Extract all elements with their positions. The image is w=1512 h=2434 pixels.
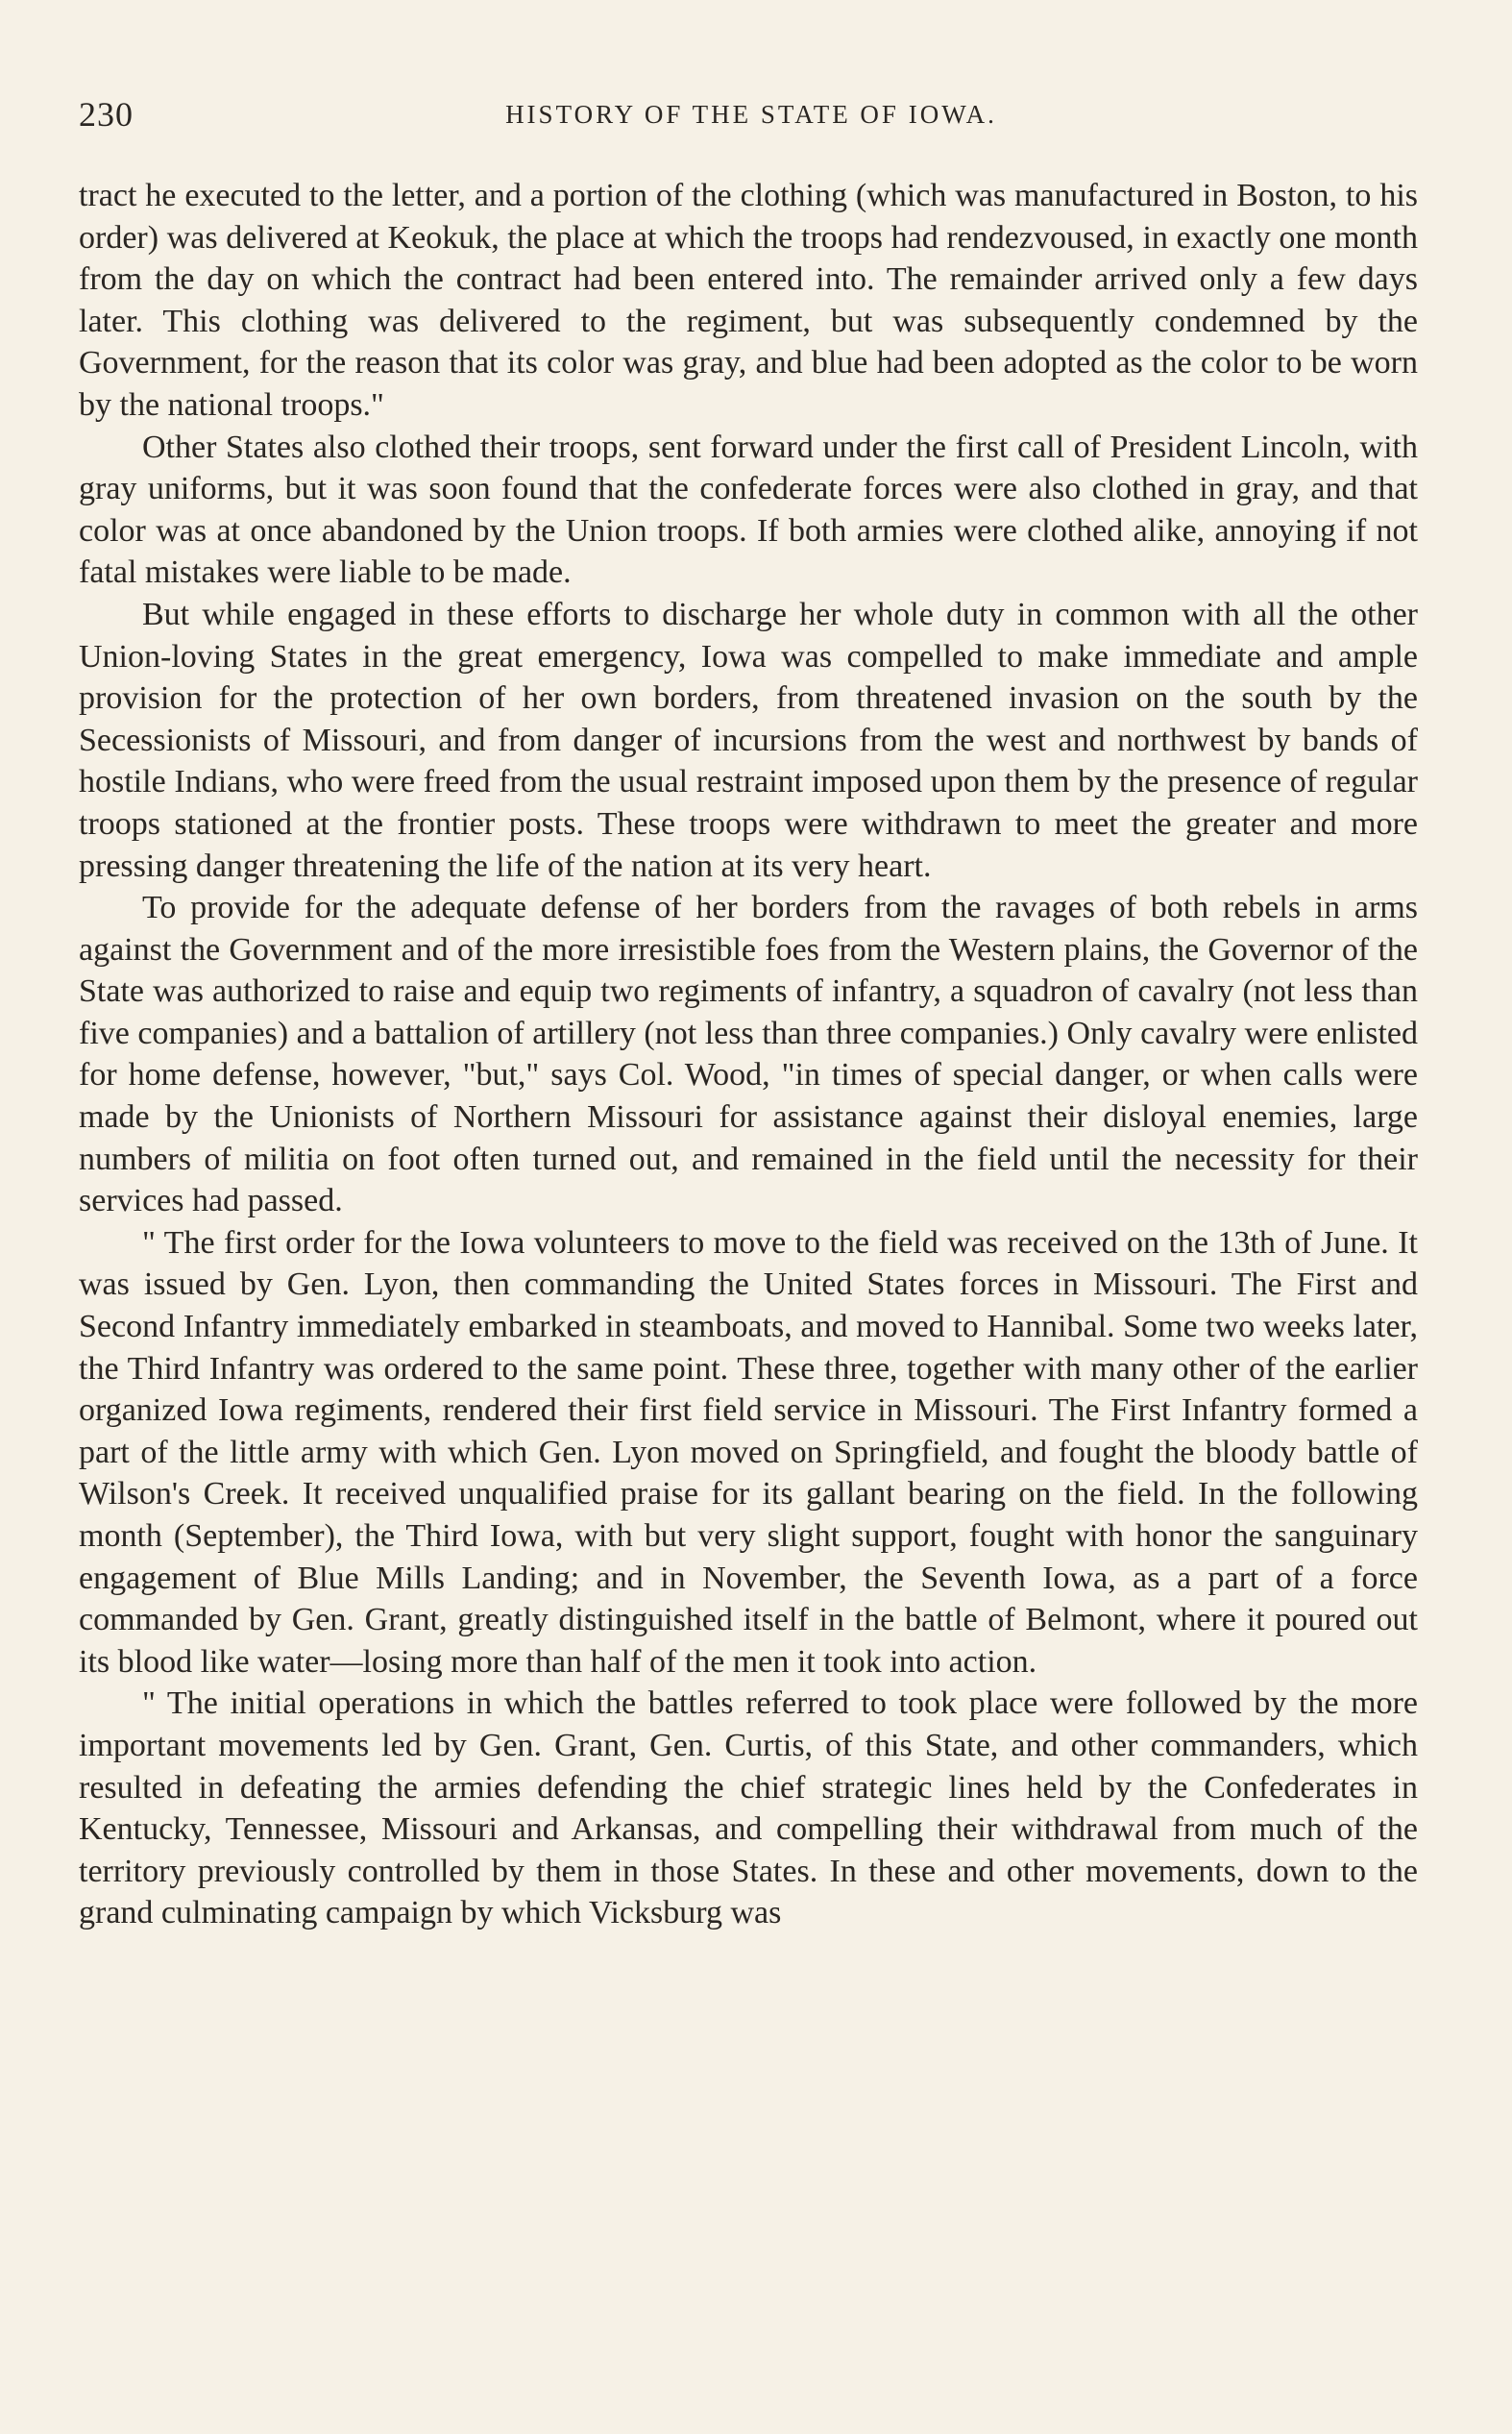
paragraph: To provide for the adequate defense of her borders from the ravages of both rebels in arms against the Government and of the more irresistible foes from the Western plains, the Governor of the State was authorized to raise and equip two regiments of infantry, a squadron of cavalry (not less than five companies) and a battalion of artillery (not less than three companies.) Only cavalry were enlisted for home defense, however, "but," says Col. Wood, "in times of special danger, or when calls were made by the Unionists of Northern Missouri for assistance against their disloyal enemies, large numbers of militia on foot often turned out, and remained in the field until the necessity for their services had passed. xyxy=(79,890,1418,1219)
paragraph: " The initial operations in which the battles referred to took place were followed by the more important movements led by Gen. Grant, Gen. Curtis, of this State, and other commanders, which resulted in defeating the armies defending the chief strategic lines held by the Confederates in Kentucky, Tennessee, Missouri and Arkansas, and compelling their withdrawal from much of the territory previously controlled by them in those States. In these and other movements, down to the grand culminating campaign by which Vicksburg was xyxy=(79,1685,1418,1931)
page-header-title: HISTORY OF THE STATE OF IOWA. xyxy=(505,100,997,129)
paragraph: Other States also clothed their troops, sent forward under the first call of President Lincoln, with gray uniforms, but it was soon found that the confederate forces were also clothed in gray, and that color was at once abandoned by the Union troops. If both armies were clothed alike, annoying if not fatal mistakes were liable to be made. xyxy=(79,429,1418,591)
paragraph: But while engaged in these efforts to discharge her whole duty in common with all the other Union-loving States in the great emergency, Iowa was compelled to make immediate and ample provision for the protection of her own borders, from threatened invasion on the south by the Secessionists of Missouri, and from danger of incursions from the west and northwest by bands of hostile Indians, who were freed from the usual restraint imposed upon them by the presence of regular troops stationed at the frontier posts. These troops were withdrawn to meet the greater and more pressing danger threatening the life of the nation at its very heart. xyxy=(79,596,1418,884)
paragraph-continued: tract he executed to the letter, and a portion of the clothing (which was manufactured in Boston, to his order) was delivered at Keokuk, the place at which the troops had rendezvoused, in exactly one month from the day on which the contract had been entered into. The remainder arrived only a few days later. This clothing was delivered to the regiment, but was subsequently condemned by the Government, for the reason that its color was gray, and blue had been adopted as the color to be worn by the national troops." xyxy=(79,178,1418,423)
running-header xyxy=(79,94,1424,142)
paragraph: " The first order for the Iowa volunteers to move to the field was received on the 13th of June. It was issued by Gen. Lyon, then commanding the United States forces in Missouri. The First and Second Infantry immediately embarked in steamboats, and moved to Hannibal. Some two weeks later, the Third Infantry was ordered to the same point. These three, together with many other of the earlier organized Iowa regiments, rendered their first field service in Missouri. The First Infantry formed a part of the little army with which Gen. Lyon moved on Springfield, and fought the bloody battle of Wilson's Creek. It received unqualified praise for its gallant bearing on the field. In the following month (September), the Third Iowa, with but very slight support, fought with honor the sanguinary engagement of Blue Mills Landing; and in November, the Seventh Iowa, as a part of a force commanded by Gen. Grant, greatly distinguished itself in the battle of Belmont, where it poured out its blood like water—losing more than half of the men it took into action. xyxy=(79,1224,1418,1680)
body-text xyxy=(79,175,1418,1934)
page-number: 230 xyxy=(79,95,134,134)
